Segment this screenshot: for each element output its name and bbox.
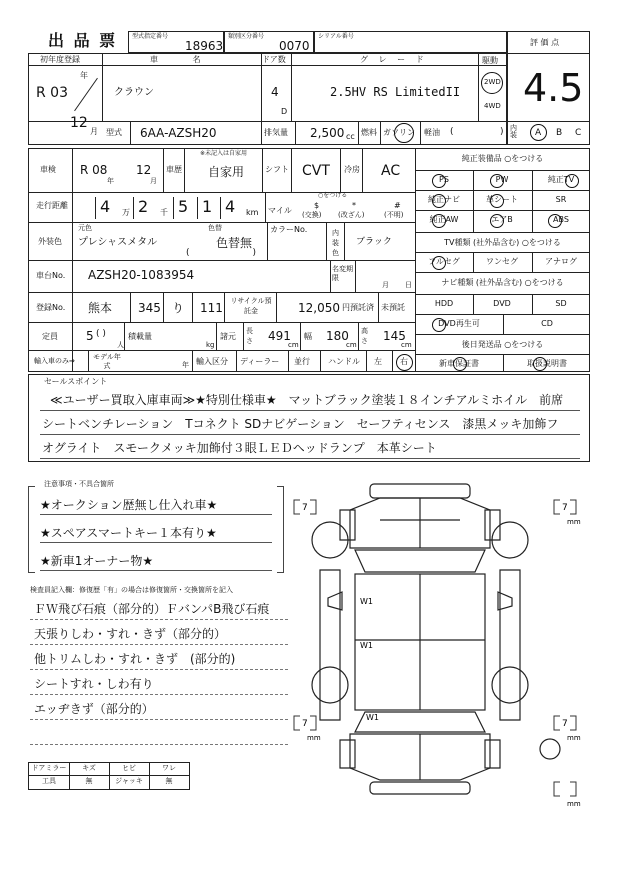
equipment-option: ワンセグ [486,257,518,266]
tread-front-right: 7 [562,503,568,513]
dims-label: 諸元 [220,332,236,341]
inspector-underline [30,744,288,745]
width-unit: cm [346,341,357,349]
fuel-diesel: 軽油 [424,128,440,137]
sales-point-underline [40,410,580,411]
load-label: 積載量 [128,332,152,341]
interior-circle-mark [530,124,547,141]
class-number-box [224,31,314,53]
import-label: 輸入車のみ⇒ [34,357,75,365]
windshield-shape [355,550,485,572]
title-change-label: 名変期限 [332,265,353,282]
rear-bumper-shape [370,782,470,794]
title-change-month: 月 [382,281,389,289]
interior-color: ブラック [356,237,392,247]
sales-point-underline [40,434,580,435]
drive-label: 駆動 [482,56,498,65]
equipment-option: フルセグ [428,257,460,266]
inspection-month: 12 [136,163,152,177]
mileage-divider [133,197,134,219]
interior-score-label: 内装 [510,124,517,139]
equipment-option: ABS [553,215,569,224]
reg-label: 登録No. [36,303,66,312]
mileage-man-unit: 万 [122,208,130,217]
reg-kana: り [172,301,185,315]
tread-rear-left: 7 [302,719,308,729]
cert-number-label: 型式指定番号 [132,33,169,40]
mileage-divider [220,197,221,219]
equipment-option: PS [439,175,449,184]
inspector-line: ＦＷ飛び石痕（部分的）ＦバンパB飛び石痕 [34,602,270,616]
score-label: 評 価 点 [530,38,560,47]
equipment-circle-mark [490,174,504,188]
color-orig-label: 元色 [78,224,92,232]
note-underline [40,570,272,571]
damage-mark-3: W1 [366,713,379,722]
mileage-label: 走行距離 [36,201,68,210]
cc-unit: cc [346,132,355,141]
notes-list [40,494,275,574]
displacement-label: 排気量 [264,128,288,137]
sales-point-line: オグライト スモークメッキ加飾付３眼ＬＥＤヘッドランプ 本革シート [42,441,437,455]
unknown-option: (不明) [384,211,404,219]
equipment-option: 純正AW [429,215,459,224]
recycle-status: 円預託済 [342,303,374,312]
handle-label: ハンドル [328,357,360,366]
equipment-circle-mark [490,194,504,208]
note-item: ★新車1オーナー物★ [40,554,154,568]
equipment-option: 純正ナビ [428,195,460,204]
height-value: 145 [383,329,406,343]
handle-left: 左 [374,357,382,366]
grade-label: グ レ ー ド [360,55,428,64]
equipment-circle-mark [453,357,467,371]
equipment-option: HDD [434,299,454,308]
equipment-panel [415,148,590,372]
mileage-digit: 4 [225,197,236,216]
doors-label: ドア数 [262,55,286,64]
notes-title: 注意事項・不具合箇所 [44,480,114,488]
colorno-label: カラーNo. [270,225,308,234]
accessory-value: 工具 [42,777,56,785]
length-label: 長さ [246,327,253,345]
equipment-section-title: 後日発送品 ○をつける [461,340,544,349]
car-name-label: 車 名 [150,55,217,64]
model-value: 6AA-AZSH20 [140,126,217,140]
capacity-value: 5 [86,329,94,343]
equipment-option: CD [541,319,553,328]
inspector-title: 検査員記入欄：修復歴「有」の場合は修復箇所・交換箇所を記入 [30,586,233,594]
mm-unit-4: mm [567,800,581,808]
car-name: クラウン [114,87,154,98]
cert-number: 18963 [185,39,224,53]
reg-class: 345 [138,301,161,315]
sales-point-line: ≪ユーザー買取入庫車両≫★特別仕様車★ マットブラック塗装１８インチアルミホイル 前席 [50,393,564,407]
height-unit: cm [401,341,412,349]
equipment-option: PW [495,175,509,184]
model-year-unit: 年 [182,361,189,369]
equipment-circle-mark [432,318,446,332]
handle-right: 右 [400,357,408,366]
equipment-circle-mark [432,214,446,228]
aircon-label: 冷房 [344,165,360,174]
inspector-line: エッヂきず（部分的） [34,702,154,716]
score-value: 4.5 [523,66,584,110]
mileage-circle-note: ○をつける [318,192,348,199]
mm-unit-1: mm [567,518,581,526]
tread-front-left: 7 [302,503,308,513]
mm-unit-3: mm [567,734,581,742]
equipment-option: DVD [493,299,511,308]
car-diagram [280,470,610,820]
equipment-circle-mark [432,174,446,188]
doors-sub: D [281,107,288,116]
import-dealer: ディーラー [240,357,280,366]
history-label: 車歴 [166,165,182,174]
load-unit: kg [206,341,215,349]
altered-sym: * [352,201,356,210]
shift-value: CVT [302,163,330,179]
mileage-km-unit: km [246,208,259,217]
month-unit: 月 [90,127,98,136]
equipment-circle-mark [565,174,579,188]
equipment-row-divider [415,272,590,273]
history-note: ※未記入は自家用 [200,150,248,157]
equipment-option: 取扱説明書 [527,359,567,368]
shift-label: シフト [265,165,289,174]
drive-4wd: 4WD [484,102,501,110]
drive-2wd: 2WD [484,78,501,86]
equipment-option: 純正TV [547,175,575,184]
color-paren: ( ) [186,248,257,258]
tread-rear-right: 7 [562,719,568,729]
capacity-unit: 人 [117,341,124,349]
notes-bracket-left [28,486,35,573]
accessory-header: ドアミラー [31,764,67,772]
inspection-label: 車検 [40,165,56,174]
grade-value: 2.5HV RS LimitedII [330,85,461,99]
equipment-circle-mark [432,256,446,270]
inspection-era: R 08 [80,163,108,177]
inspector-underline [30,619,288,620]
accessory-header: ワレ [162,764,176,772]
length-value: 491 [268,329,291,343]
inspection-year-unit: 年 [107,177,114,185]
mileage-divider [173,197,174,219]
chassis-label: 車台No. [36,271,66,280]
inspector-line: 他トリムしわ・すれ・きず (部分的) [34,652,236,666]
equipment-circle-mark [548,214,562,228]
equipment-row-divider [415,334,590,335]
width-value: 180 [326,329,349,343]
interior-a: A [535,128,542,138]
mileage-sen-unit: 千 [160,208,168,217]
length-unit: cm [288,341,299,349]
accessory-header: ヒビ [122,764,136,772]
accessory-value: 無 [165,777,173,785]
note-underline [40,542,272,543]
model-label: 型式 [106,128,122,137]
import-type-label: 輸入区分 [196,357,228,366]
mileage-divider [95,197,96,219]
mileage-divider [197,197,198,219]
capacity-label: 定員 [42,332,58,341]
inspector-underline [30,694,288,695]
equipment-row-divider [415,294,590,295]
note-underline [40,514,272,515]
equipment-row-divider [415,170,590,171]
damage-mark-2: W1 [360,641,373,650]
mm-unit-2: mm [307,734,321,742]
inspection-month-unit: 月 [150,177,157,185]
import-parallel: 並行 [294,357,310,366]
mileage-digit: 4 [100,197,111,216]
equipment-circle-mark [490,214,504,228]
note-item: ★オークション歴無し仕入れ車★ [40,498,218,512]
unknown-sym: # [394,201,401,210]
equipment-row-divider [415,190,590,191]
capacity-paren: ( ) [96,329,106,339]
model-year-label: モデル年式 [93,353,121,370]
fuel-paren-close: ) [500,127,504,137]
sheet-title: 出 品 票 [48,31,118,50]
sales-points-lines [40,388,585,460]
recycle-amount: 12,050 [298,301,340,315]
fuel-label: 燃料 [361,128,377,137]
color-changed: 色替無 [216,236,253,250]
aircon-value: AC [381,163,401,179]
mileage-digits [80,195,265,221]
interior-b: B [556,128,563,138]
fuel-paren-open: ( [450,127,454,137]
color-label: 外装色 [38,237,62,246]
history-value: 自家用 [208,165,245,179]
first-reg-month: 12 [70,115,88,131]
equipment-row-divider [415,210,590,211]
front-bumper-shape [370,484,470,498]
cert-number-box [128,31,224,53]
equipment-option: DVD再生可 [438,319,480,328]
serial-number-label: シリアル番号 [318,33,354,40]
class-number: 0070 [279,39,310,53]
equipment-circle-mark [533,357,547,371]
equipment-option: SD [555,299,567,308]
inspector-underline [30,669,288,670]
title-change-day: 日 [405,281,412,289]
inspector-lines [30,598,288,748]
class-number-label: 類別区分番号 [228,33,265,40]
inspector-line: 天張りしわ・すれ・きず（部分的） [34,627,227,641]
reg-number: 111 [200,301,223,315]
accessory-header: キズ [82,764,96,772]
equipment-section-title: TV種類 (社外品含む) ○をつける [444,238,561,247]
width-label: 幅 [304,332,312,341]
inspector-underline [30,644,288,645]
mileage-digit: 2 [138,197,149,216]
color-name-label: 色替 [208,224,222,232]
accessory-value: 無 [85,777,93,785]
equipment-option: 革シート [486,195,518,204]
equipment-section-title: ナビ種類 (社外品含む) ○をつける [441,278,564,287]
note-item: ★スペアスマートキー１本有り★ [40,526,217,540]
equipment-circle-mark [432,194,446,208]
recycle-unpaid: 未預託 [381,303,405,312]
equipment-option: SR [555,195,567,204]
first-reg-era: R 03 [36,85,68,101]
damage-mark-1: W1 [360,597,373,606]
interior-color-label: 内装色 [332,229,339,257]
chassis-number: AZSH20-1083954 [88,268,195,282]
equipment-row-divider [415,252,590,253]
equipment-option: アナログ [545,257,577,266]
accessory-value: ジャッキ [115,777,143,785]
height-label: 高さ [361,327,368,345]
mile-option: マイル [268,206,292,215]
wheel-rear-left [312,667,348,703]
sales-points-title: セールスポイント [44,377,108,386]
exchange-option: (交換) [302,211,322,219]
displacement: 2,500 [310,126,345,140]
recycle-label: リサイクル預託金 [230,297,272,315]
first-reg-label: 初年度登録 [40,55,80,64]
inspector-underline [30,719,288,720]
sales-point-line: シートベンチレーション Tコネクト SDナビゲーション セーフティセンス 漆黒メッキ加飾フ [42,417,559,431]
serial-number-box [314,31,507,53]
equipment-section-title: 純正装備品 ○をつける [461,154,544,163]
exchange-sym: $ [314,201,320,210]
diagram-circle-mark [540,739,560,759]
year-unit: 年 [80,71,88,80]
fuel-gasoline: ガソリン [383,128,415,137]
interior-c: C [575,128,582,138]
equipment-option: エアB [491,215,513,224]
equipment-row-divider [415,232,590,233]
wheel-rear-right [492,667,528,703]
handle-circle-mark [396,354,413,371]
fuel-circle-mark [394,123,414,143]
reg-area: 熊本 [88,301,113,315]
accessory-table [28,762,190,790]
doors-count: 4 [271,85,279,99]
sales-point-underline [40,458,580,459]
mileage-digit: 1 [202,197,213,216]
mileage-digit: 5 [178,197,189,216]
altered-option: (改ざん) [338,211,365,219]
equipment-option: 新車保証書 [439,359,479,368]
color-original: プレシャスメタル [78,237,158,248]
inspector-line: シートすれ・しわ有り [34,677,154,691]
